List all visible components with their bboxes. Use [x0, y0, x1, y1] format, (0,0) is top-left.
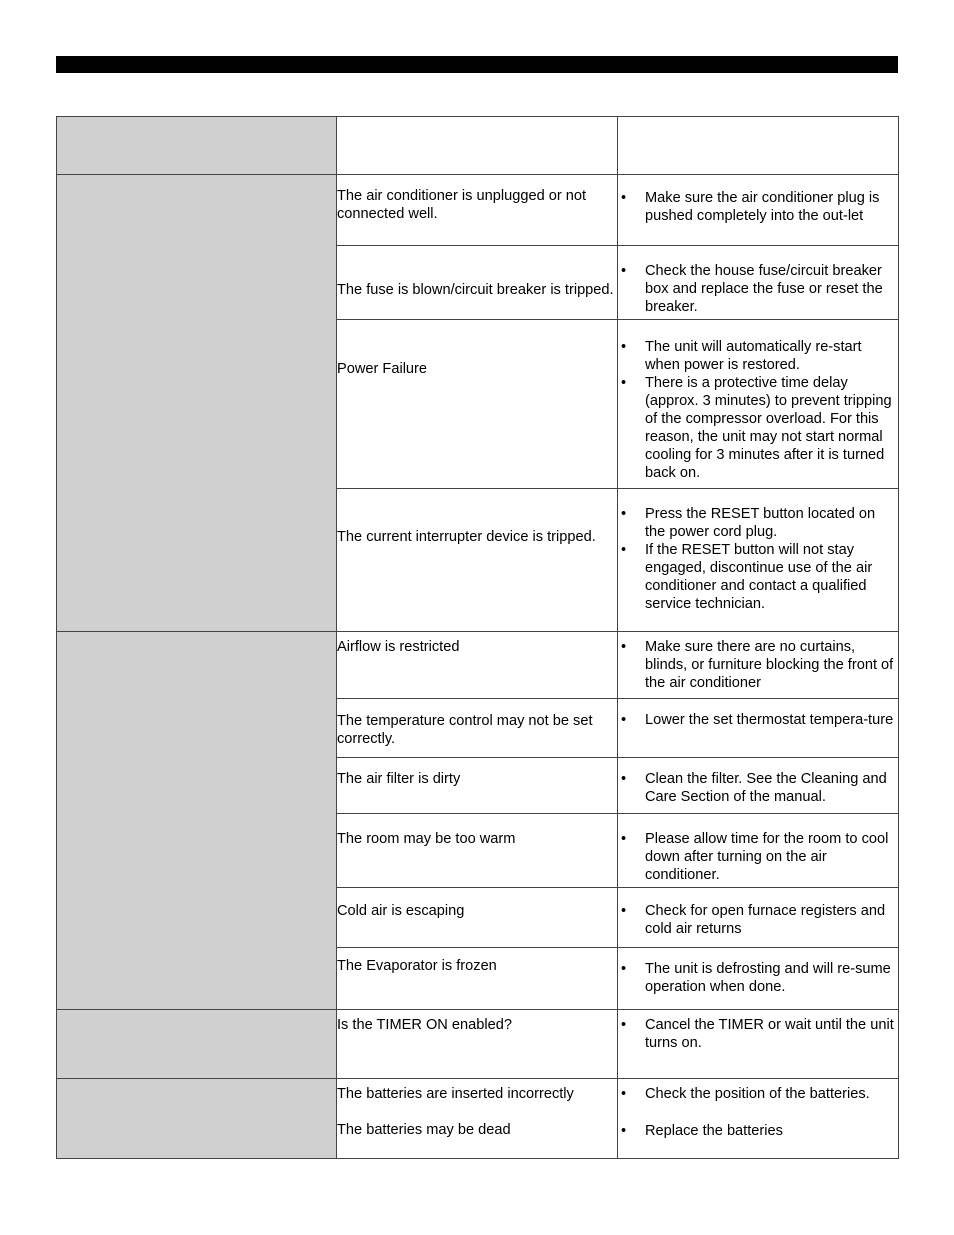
- solution-list: [618, 638, 898, 692]
- list-item: • The unit is defrosting and will re-sume operation when done.: [618, 960, 898, 996]
- cause-text: Cold air is escaping: [337, 903, 465, 919]
- cause-text: The fuse is blown/circuit breaker is tripped.: [337, 282, 614, 298]
- table-row: [57, 175, 899, 246]
- table-header-row: [57, 117, 899, 175]
- list-item: • Press the RESET button located on the power cord plug.: [618, 505, 898, 541]
- solution-list: [618, 505, 898, 613]
- cause-text: Airflow is restricted: [337, 639, 460, 655]
- cause-text: The temperature control may not be set correctly.: [337, 713, 593, 747]
- cause-text-2: The batteries may be dead: [337, 1122, 511, 1138]
- table-row: [57, 1010, 899, 1079]
- cause-text: The room may be too warm: [337, 831, 516, 847]
- cause-text: The Evaporator is frozen: [337, 958, 497, 974]
- list-item: • There is a protective time delay (approx. 3 minutes) to prevent tripping of the compressor overload. For this reason, the unit may not start normal cooling for 3 minutes after it is turned back on.: [618, 374, 898, 482]
- troubleshooting-table: [56, 116, 899, 1159]
- list-item: • Cancel the TIMER or wait until the unit turns on.: [618, 1016, 898, 1052]
- header-bar: [56, 56, 898, 73]
- header-solution-cell: [618, 117, 899, 175]
- solution-list: [618, 1085, 898, 1140]
- solution-list: [618, 1016, 898, 1052]
- header-cause-cell: [337, 117, 618, 175]
- list-item: • The unit will automatically re-start when power is restored.: [618, 338, 898, 374]
- solution-list: [618, 189, 898, 225]
- problem-cell-4: [57, 1079, 337, 1159]
- list-item: • Make sure the air conditioner plug is pushed completely into the out-let: [618, 189, 898, 225]
- cause-text: The air filter is dirty: [337, 771, 461, 787]
- list-item: • Check the house fuse/circuit breaker box and replace the fuse or reset the breaker.: [618, 262, 898, 316]
- problem-cell-2: [57, 632, 337, 1010]
- problem-cell-1: [57, 175, 337, 632]
- solution-list: [618, 262, 898, 316]
- list-item: • Lower the set thermostat tempera-ture: [618, 711, 898, 729]
- solution-list: [618, 830, 898, 884]
- list-item: • Make sure there are no curtains, blinds, or furniture blocking the front of the air conditioner: [618, 638, 898, 692]
- solution-list: [618, 338, 898, 482]
- list-item: • Check the position of the batteries.: [618, 1085, 898, 1103]
- table-row: [57, 1079, 899, 1159]
- table-row: [57, 632, 899, 699]
- cause-text: Power Failure: [337, 361, 428, 377]
- cause-text: The air conditioner is unplugged or not connected well.: [337, 188, 587, 222]
- solution-list: [618, 902, 898, 938]
- cause-text: The current interrupter device is tripped.: [337, 529, 596, 545]
- list-item: • Check for open furnace registers and cold air returns: [618, 902, 898, 938]
- cause-text: Is the TIMER ON enabled?: [337, 1017, 512, 1033]
- solution-list: [618, 711, 898, 729]
- list-item: • Clean the filter. See the Cleaning and Care Section of the manual.: [618, 770, 898, 806]
- list-item: • Please allow time for the room to cool down after turning on the air conditioner.: [618, 830, 898, 884]
- list-item: • If the RESET button will not stay engaged, discontinue use of the air conditioner and contact a qualified service technician.: [618, 541, 898, 613]
- solution-list: [618, 770, 898, 806]
- cause-text: The batteries are inserted incorrectly: [337, 1086, 574, 1102]
- problem-cell-3: [57, 1010, 337, 1079]
- solution-list: [618, 960, 898, 996]
- header-problem-cell: [57, 117, 337, 175]
- list-item: • Replace the batteries: [618, 1122, 898, 1140]
